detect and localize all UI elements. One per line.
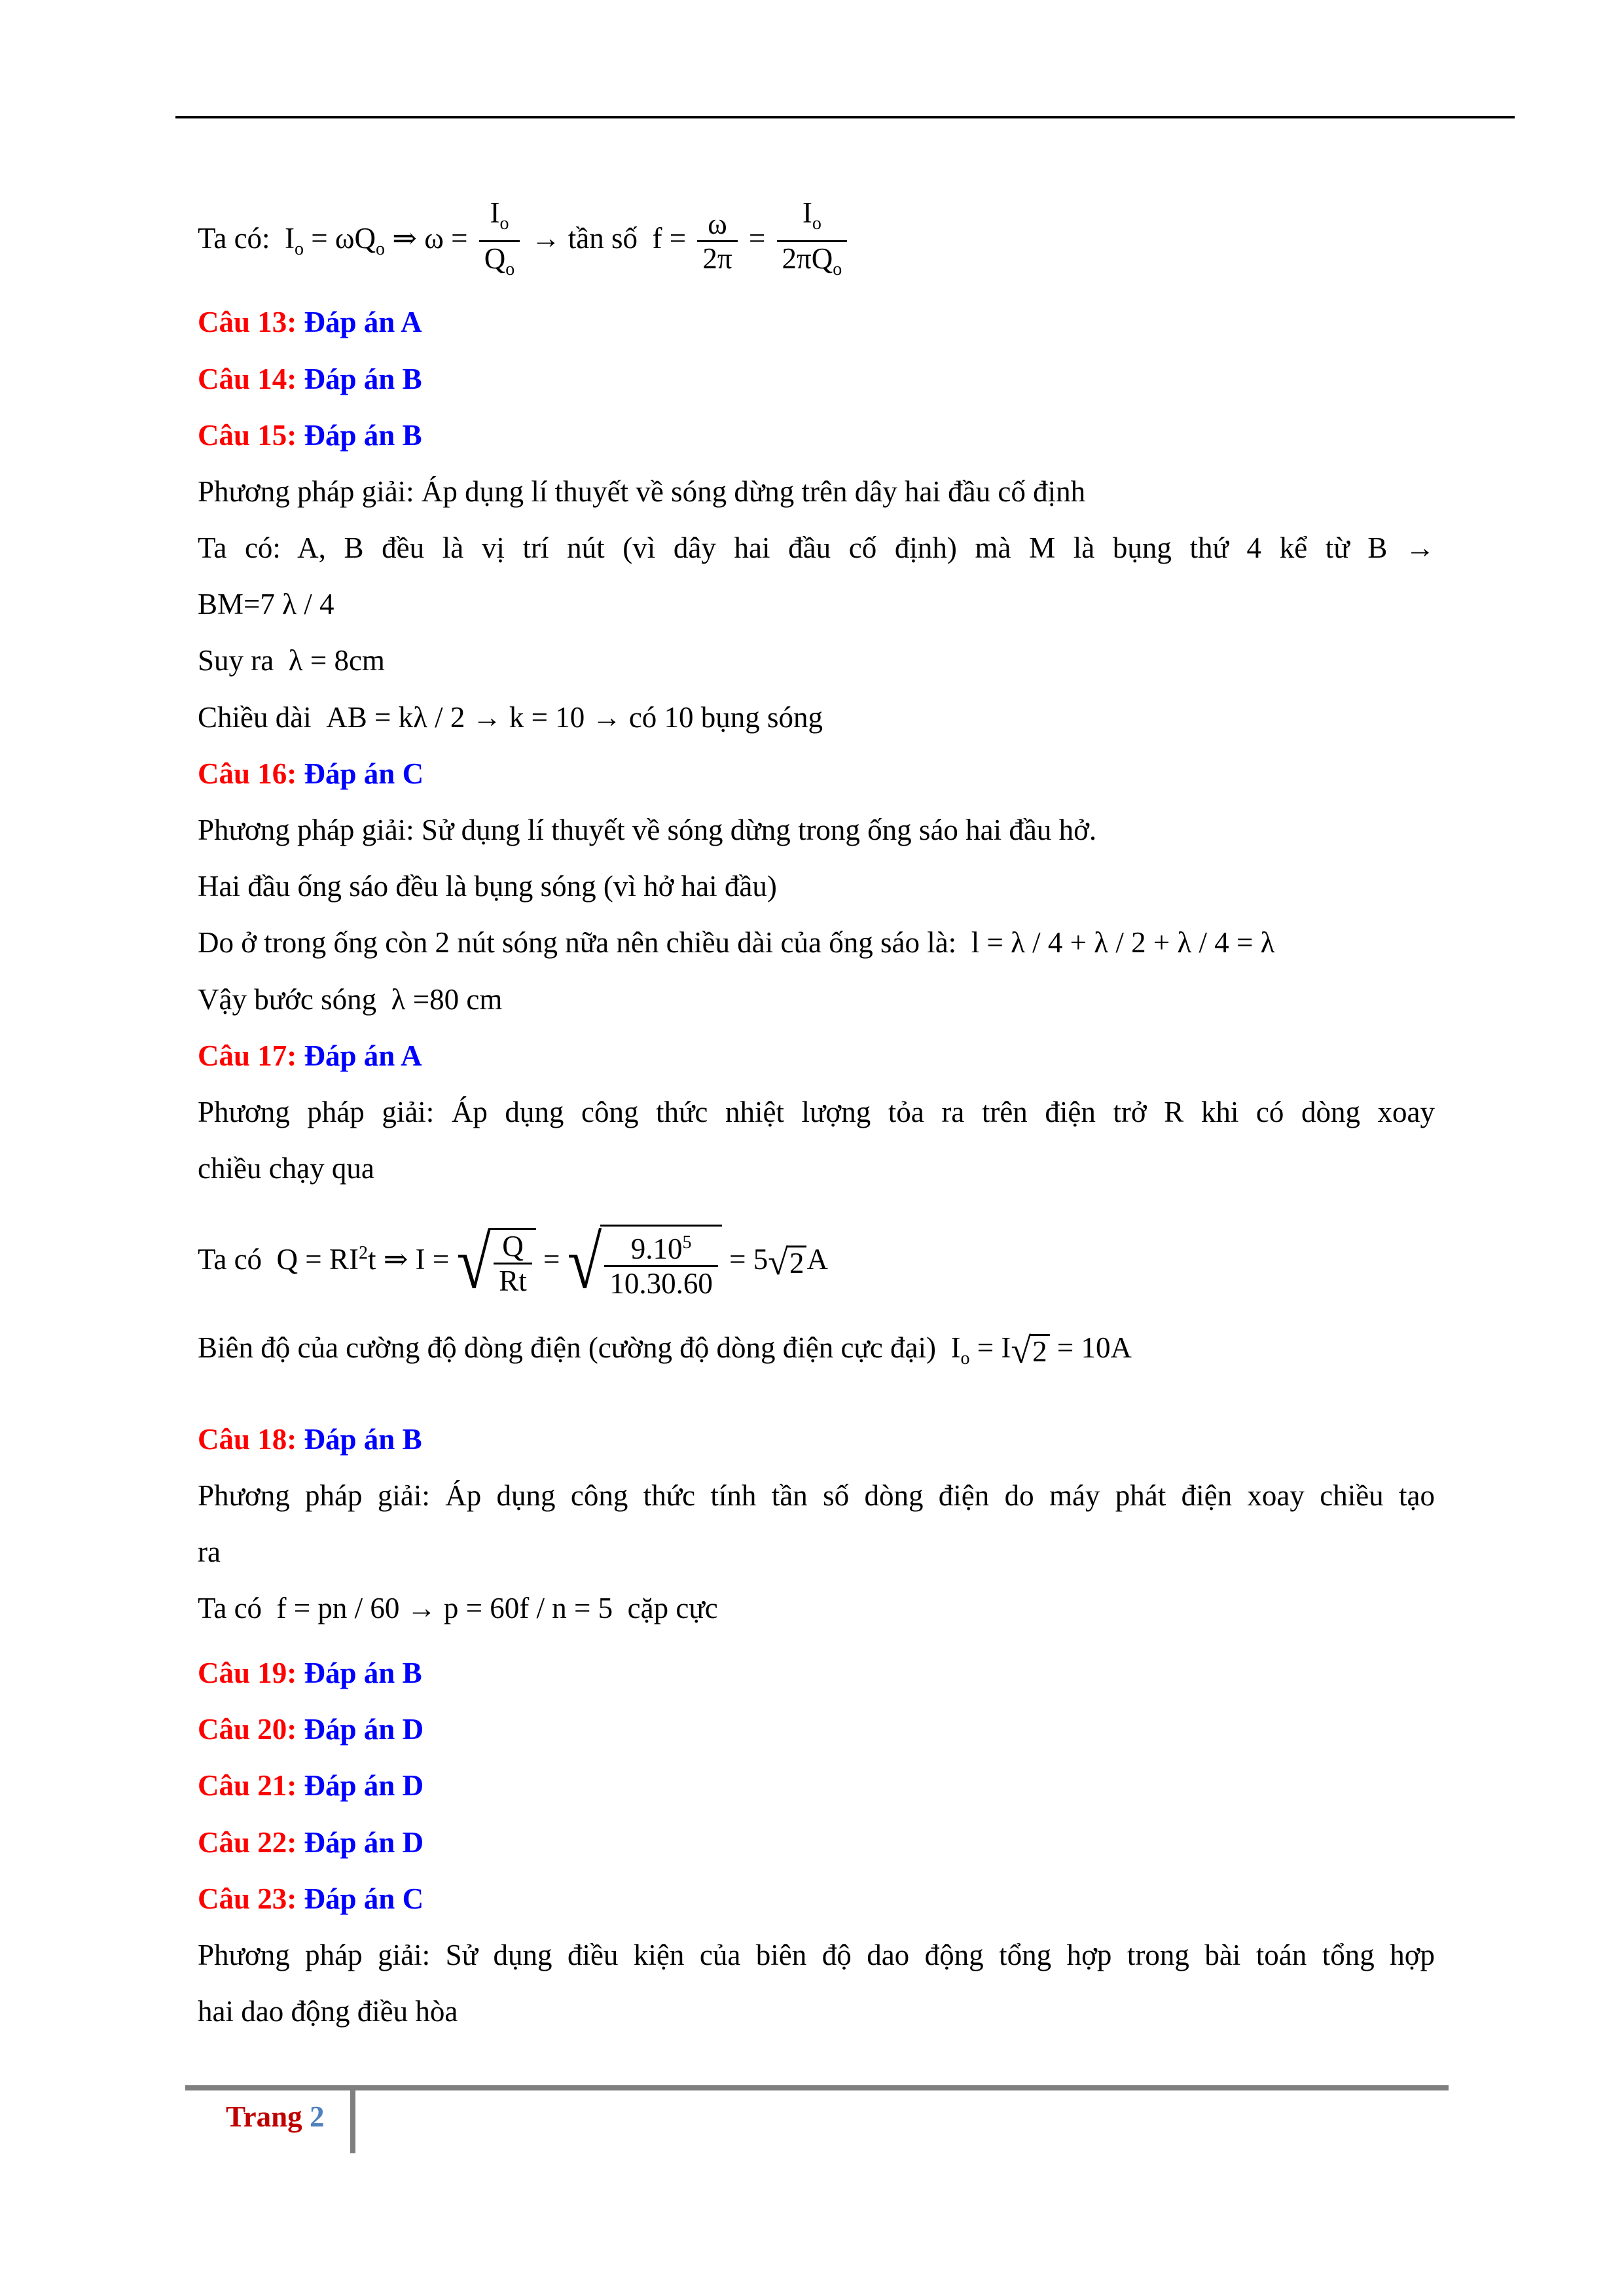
answer: Đáp án D <box>304 1713 424 1746</box>
text: Chiều dài <box>198 701 312 734</box>
page-footer <box>226 2098 324 2136</box>
sqrt-q-rt: √ $\frac{Q}{Rt}$ <box>457 1228 536 1297</box>
answer: Đáp án D <box>304 1826 424 1859</box>
answer: Đáp án A <box>304 1039 422 1072</box>
body-text <box>198 980 502 1018</box>
method-text-cont: ra <box>198 1535 221 1568</box>
question-20 <box>198 1710 424 1748</box>
answer: Đáp án C <box>304 757 424 790</box>
math-expression: f = pn / 60 → p = 60f / n = 5 <box>276 1592 613 1624</box>
question-15 <box>198 416 422 454</box>
method-text-cont: chiều chạy qua <box>198 1152 374 1185</box>
question-23 <box>198 1880 424 1918</box>
answer: Đáp án D <box>304 1769 424 1802</box>
question-18 <box>198 1420 422 1458</box>
question-13 <box>198 303 422 341</box>
question-21 <box>198 1767 424 1804</box>
question-number: Câu 21: <box>198 1769 297 1802</box>
footer-divider <box>350 2090 355 2153</box>
formula-frequency: Ta có: $I_o = \omega Q_o$ ⇒ ω = $\frac{I_o}{Q_o}$ → tần số f = $\frac{\omega}{2\pi}$ = $\frac{I_o}{2\pi Q_o}$ <box>198 196 851 286</box>
question-number: Câu 19: <box>198 1657 297 1689</box>
body-text <box>198 1589 718 1627</box>
page-number: 2 <box>309 2100 325 2133</box>
question-17 <box>198 1037 422 1075</box>
method-text: Phương pháp giải: Áp dụng công thức tính tần số dòng điện do máy phát điện xoay chiều tạo <box>198 1479 1435 1512</box>
body-text <box>198 698 823 736</box>
text: Ta có <box>198 1592 262 1624</box>
text: Biên độ của cường độ dòng điện (cường độ dòng điện cực đại) <box>198 1331 936 1364</box>
sqrt-values: √ $\frac{9.10^5}{10.30.60}$ <box>568 1225 722 1300</box>
method-text: Phương pháp giải: Áp dụng công thức nhiệt lượng tỏa ra trên điện trở R khi có dòng xoay <box>198 1096 1435 1128</box>
method-text: Phương pháp giải: Áp dụng lí thuyết về sóng dừng trên dây hai đầu cố định <box>198 475 1086 508</box>
question-number: Câu 22: <box>198 1826 297 1859</box>
fraction-io-qo: $\frac{I_o}{Q_o}$ <box>479 196 520 286</box>
text: cặp cực <box>627 1592 718 1624</box>
footer-label: Trang <box>226 2100 302 2133</box>
body-text <box>198 1329 1132 1378</box>
text: Vậy bước sóng <box>198 983 377 1016</box>
math-expression: λ =80 cm <box>391 983 503 1016</box>
question-22 <box>198 1823 424 1861</box>
question-number: Câu 15: <box>198 419 297 452</box>
math-expression: $I_o = I$ √ 2 = 10A <box>950 1330 1132 1371</box>
math-expression: AB = kλ / 2 → k = 10 → <box>326 701 622 734</box>
method-text: Phương pháp giải: Sử dụng điều kiện của biên độ dao động tổng hợp trong bài toán tổng hợp <box>198 1939 1435 1971</box>
text: Ta có <box>198 1243 262 1276</box>
body-text: BM=7 λ / 4 <box>198 588 334 620</box>
text: có 10 bụng sóng <box>628 701 823 734</box>
answer: Đáp án B <box>304 1423 422 1456</box>
question-number: Câu 18: <box>198 1423 297 1456</box>
answer: Đáp án B <box>304 419 422 452</box>
question-number: Câu 16: <box>198 757 297 790</box>
body-text <box>198 924 1275 961</box>
text: Do ở trong ống còn 2 nút sóng nữa nên chiều dài của ống sáo là: <box>198 926 957 959</box>
question-number: Câu 23: <box>198 1882 297 1915</box>
question-16 <box>198 755 424 793</box>
formula-arrow-text: tần số <box>568 221 638 255</box>
question-number: Câu 14: <box>198 363 297 395</box>
math-expression: λ = 8cm <box>288 644 385 677</box>
sqrt-2: √ 2 <box>768 1244 806 1281</box>
body-text <box>198 641 385 679</box>
answer: Đáp án B <box>304 363 422 395</box>
question-14 <box>198 360 422 398</box>
answer: Đáp án C <box>304 1882 424 1915</box>
footer-rule <box>185 2085 1449 2090</box>
question-number: Câu 13: <box>198 306 297 338</box>
math-expression: l = λ / 4 + λ / 2 + λ / 4 = λ <box>971 926 1275 959</box>
formula-current: Ta có $Q = RI^2t$ ⇒ I = √ $\frac{Q}{Rt}$ = √ $\frac{9.10^5}{10.30.60}$ = 5 √ 2 A <box>198 1219 828 1304</box>
answer: Đáp án B <box>304 1657 422 1689</box>
formula-prefix: Ta có: <box>198 221 270 255</box>
method-text: Phương pháp giải: Sử dụng lí thuyết về sóng dừng trong ống sáo hai đầu hở. <box>198 814 1097 846</box>
question-number: Câu 20: <box>198 1713 297 1746</box>
question-number: Câu 17: <box>198 1039 297 1072</box>
fraction-omega-2pi: $\frac{\omega}{2\pi}$ <box>697 207 737 275</box>
answer: Đáp án A <box>304 306 422 338</box>
fraction-io-2piqo: $\frac{I_o}{2\pi Q_o}$ <box>777 196 848 286</box>
header-rule <box>175 116 1515 118</box>
text: Suy ra <box>198 644 274 677</box>
method-text-cont: hai dao động điều hòa <box>198 1995 458 2028</box>
question-19 <box>198 1654 422 1692</box>
body-text: Hai đầu ống sáo đều là bụng sóng (vì hở hai đầu) <box>198 870 777 903</box>
body-text: Ta có: A, B đều là vị trí nút (vì dây hai đầu cố định) mà M là bụng thứ 4 kể từ B → <box>198 531 1435 564</box>
